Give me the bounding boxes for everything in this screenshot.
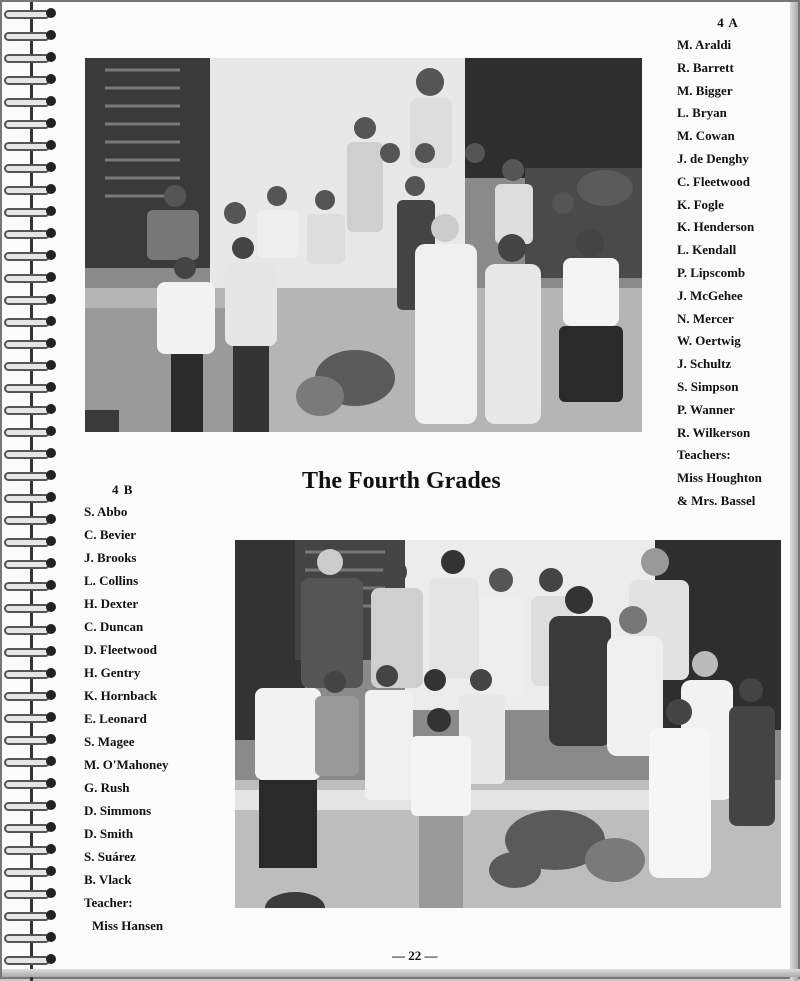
binding-coil — [4, 666, 60, 680]
student-name: P. Wanner — [677, 401, 735, 417]
binding-coil — [4, 710, 60, 724]
teacher-name: & Mrs. Bassel — [677, 492, 756, 508]
binding-coil — [4, 556, 60, 570]
binding-coil — [4, 908, 60, 922]
punch-hole — [46, 580, 56, 590]
coil-wire — [4, 912, 50, 921]
binding-coil — [4, 270, 60, 284]
punch-hole — [46, 756, 56, 766]
coil-wire — [4, 714, 50, 723]
punch-hole — [46, 272, 56, 282]
student-name: W. Oertwig — [677, 333, 741, 349]
punch-hole — [46, 228, 56, 238]
coil-wire — [4, 780, 50, 789]
student-name: J. McGehee — [677, 287, 743, 303]
coil-wire — [4, 362, 50, 371]
punch-hole — [46, 602, 56, 612]
student-name: K. Hornback — [84, 688, 157, 703]
coil-wire — [4, 626, 50, 635]
binding-coil — [4, 226, 60, 240]
binding-coil — [4, 28, 60, 42]
coil-wire — [4, 186, 50, 195]
student-name: H. Gentry — [84, 665, 141, 680]
coil-wire — [4, 758, 50, 767]
binding-coil — [4, 622, 60, 636]
student-name: D. Simmons — [84, 803, 152, 818]
punch-hole — [46, 536, 56, 546]
binding-coil — [4, 6, 60, 20]
punch-hole — [46, 822, 56, 832]
binding-coil — [4, 468, 60, 482]
binding-coil — [4, 930, 60, 944]
coil-wire — [4, 494, 50, 503]
binding-coil — [4, 116, 60, 130]
binding-coil — [4, 864, 60, 878]
binding-coil — [4, 182, 60, 196]
student-name: R. Barrett — [677, 59, 734, 75]
punch-hole — [46, 844, 56, 854]
coil-wire — [4, 582, 50, 591]
coil-wire — [4, 956, 50, 965]
punch-hole — [46, 668, 56, 678]
binding-coil — [4, 952, 60, 966]
student-name: M. Cowan — [677, 128, 735, 144]
binding-coil — [4, 94, 60, 108]
coil-wire — [4, 648, 50, 657]
punch-hole — [46, 690, 56, 700]
punch-hole — [46, 316, 56, 326]
student-name: D. Smith — [84, 826, 134, 841]
binding-coil — [4, 292, 60, 306]
punch-hole — [46, 448, 56, 458]
binding-coil — [4, 446, 60, 460]
punch-hole — [46, 184, 56, 194]
student-name: J. Schultz — [677, 356, 732, 372]
coil-wire — [4, 692, 50, 701]
binding-coil — [4, 776, 60, 790]
student-name: M. Araldi — [677, 37, 732, 52]
student-name: L. Bryan — [677, 105, 727, 121]
coil-wire — [4, 538, 50, 547]
coil-wire — [4, 824, 50, 833]
binding-coil — [4, 72, 60, 86]
punch-hole — [46, 30, 56, 40]
binding-coil — [4, 820, 60, 834]
coil-wire — [4, 846, 50, 855]
punch-hole — [46, 734, 56, 744]
coil-wire — [4, 208, 50, 217]
student-name: H. Dexter — [84, 596, 139, 611]
student-name: C. Bevier — [84, 527, 136, 542]
punch-hole — [46, 338, 56, 348]
coil-wire — [4, 560, 50, 569]
student-name: S. Suárez — [84, 849, 136, 864]
coil-wire — [4, 340, 50, 349]
student-name: J. de Denghy — [677, 150, 749, 166]
coil-wire — [4, 230, 50, 239]
punch-hole — [46, 96, 56, 106]
student-name: S. Simpson — [677, 378, 739, 394]
student-name: E. Leonard — [84, 711, 147, 726]
page-title: The Fourth Grades — [302, 468, 501, 494]
punch-hole — [46, 646, 56, 656]
binding-coil — [4, 732, 60, 746]
punch-hole — [46, 624, 56, 634]
punch-hole — [46, 910, 56, 920]
binding-coil — [4, 490, 60, 504]
class-4b-photo — [235, 540, 781, 908]
coil-wire — [4, 934, 50, 943]
punch-hole — [46, 382, 56, 392]
punch-hole — [46, 250, 56, 260]
punch-hole — [46, 360, 56, 370]
student-name: C. Fleetwood — [677, 173, 750, 189]
binding-coil — [4, 644, 60, 658]
class-4a-photo — [85, 58, 642, 432]
teacher-name: Miss Houghton — [677, 470, 762, 486]
punch-hole — [46, 888, 56, 898]
student-name: P. Lipscomb — [677, 264, 746, 280]
student-name: L. Collins — [84, 573, 139, 588]
coil-wire — [4, 516, 50, 525]
class-4b-heading: 4 B — [112, 482, 134, 497]
binding-coil — [4, 358, 60, 372]
binding-coil — [4, 160, 60, 174]
binding-coil — [4, 600, 60, 614]
binding-coil — [4, 534, 60, 548]
binding-coil — [4, 402, 60, 416]
coil-wire — [4, 76, 50, 85]
punch-hole — [46, 294, 56, 304]
student-name: G. Rush — [84, 780, 130, 795]
binding-coil — [4, 578, 60, 592]
class-4b-roster — [84, 480, 224, 937]
student-name: M. O'Mahoney — [84, 757, 169, 772]
student-name: C. Duncan — [84, 619, 144, 634]
coil-wire — [4, 142, 50, 151]
coil-wire — [4, 406, 50, 415]
teacher-name: Miss Hansen — [92, 918, 164, 933]
coil-wire — [4, 164, 50, 173]
punch-hole — [46, 778, 56, 788]
student-name: M. Bigger — [677, 82, 733, 98]
coil-wire — [4, 274, 50, 283]
student-name: S. Magee — [84, 734, 135, 749]
page-number: — 22 — — [392, 948, 438, 963]
coil-wire — [4, 32, 50, 41]
teacher-label: Teacher: — [84, 895, 133, 910]
student-name: J. Brooks — [84, 550, 137, 565]
coil-wire — [4, 890, 50, 899]
coil-wire — [4, 868, 50, 877]
binding-coil — [4, 204, 60, 218]
punch-hole — [46, 932, 56, 942]
page-edge-bottom — [2, 969, 800, 977]
punch-hole — [46, 74, 56, 84]
punch-hole — [46, 492, 56, 502]
student-name: R. Wilkerson — [677, 424, 751, 440]
binding-coil — [4, 886, 60, 900]
binding-coil — [4, 424, 60, 438]
punch-hole — [46, 800, 56, 810]
binding-coil — [4, 314, 60, 328]
student-name: B. Vlack — [84, 872, 132, 887]
punch-hole — [46, 954, 56, 964]
coil-wire — [4, 604, 50, 613]
coil-wire — [4, 120, 50, 129]
binding-coil — [4, 380, 60, 394]
coil-wire — [4, 296, 50, 305]
student-name: K. Fogle — [677, 196, 724, 212]
binding-coil — [4, 688, 60, 702]
student-name: D. Fleetwood — [84, 642, 157, 657]
coil-wire — [4, 472, 50, 481]
coil-wire — [4, 98, 50, 107]
binding-coil — [4, 512, 60, 526]
binding-coil — [4, 842, 60, 856]
coil-wire — [4, 736, 50, 745]
punch-hole — [46, 118, 56, 128]
teachers-label: Teachers: — [677, 447, 731, 463]
student-name: L. Kendall — [677, 242, 737, 258]
coil-wire — [4, 670, 50, 679]
punch-hole — [46, 514, 56, 524]
punch-hole — [46, 558, 56, 568]
binding-coil — [4, 248, 60, 262]
class-4a-roster — [674, 12, 794, 513]
punch-hole — [46, 426, 56, 436]
binding-coil — [4, 336, 60, 350]
coil-wire — [4, 318, 50, 327]
binding-coil — [4, 50, 60, 64]
binding-coil — [4, 754, 60, 768]
coil-wire — [4, 450, 50, 459]
student-name: N. Mercer — [677, 310, 734, 326]
coil-wire — [4, 252, 50, 261]
coil-wire — [4, 802, 50, 811]
punch-hole — [46, 404, 56, 414]
punch-hole — [46, 140, 56, 150]
coil-wire — [4, 384, 50, 393]
coil-wire — [4, 54, 50, 63]
punch-hole — [46, 206, 56, 216]
coil-wire — [4, 10, 50, 19]
student-name: S. Abbo — [84, 504, 128, 519]
coil-wire — [4, 428, 50, 437]
spiral-binding — [2, 2, 66, 981]
student-name: K. Henderson — [677, 219, 755, 235]
class-4a-heading: 4 A — [717, 15, 739, 30]
punch-hole — [46, 52, 56, 62]
punch-hole — [46, 712, 56, 722]
punch-hole — [46, 8, 56, 18]
punch-hole — [46, 470, 56, 480]
page-edge-right — [790, 2, 798, 981]
binding-coil — [4, 798, 60, 812]
punch-hole — [46, 162, 56, 172]
punch-hole — [46, 866, 56, 876]
binding-coil — [4, 138, 60, 152]
